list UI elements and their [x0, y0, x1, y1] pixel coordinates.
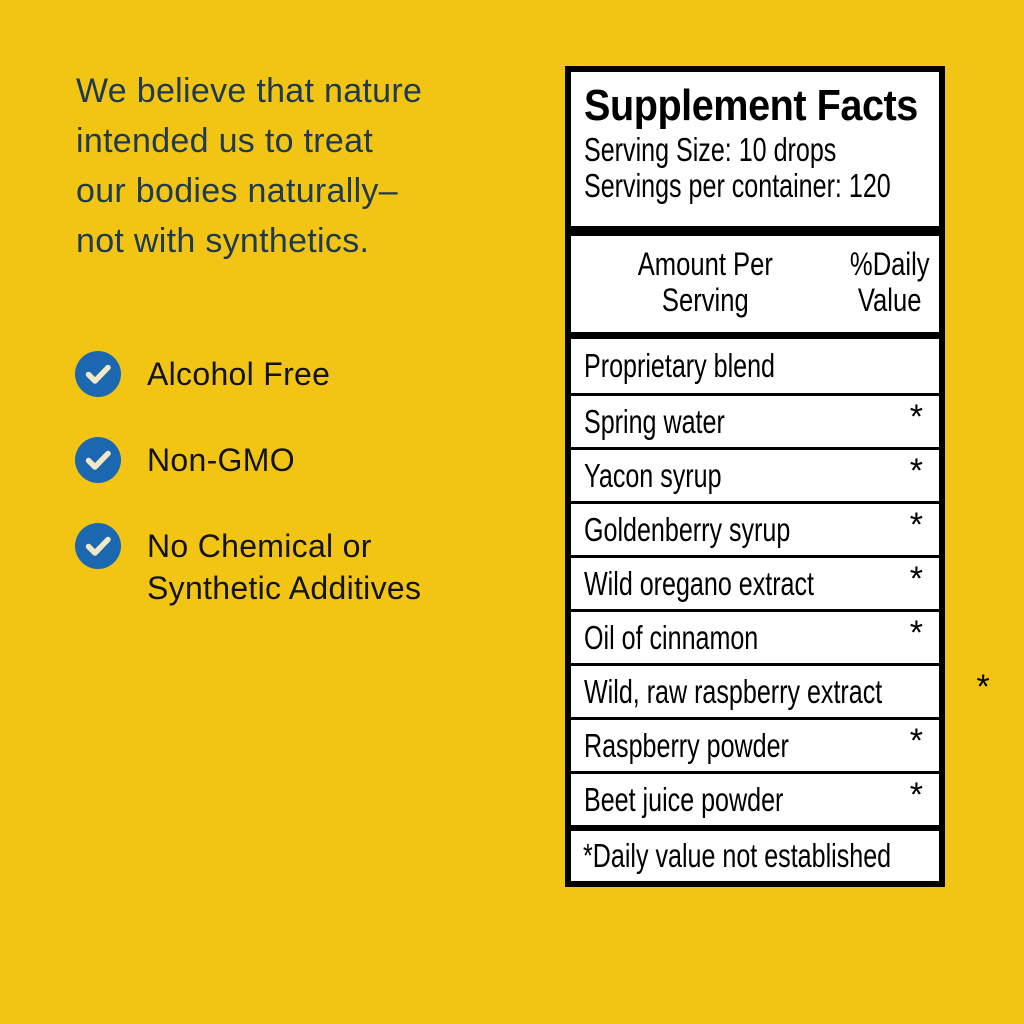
feature-label-line: Non-GMO — [147, 442, 295, 478]
feature-label — [147, 523, 421, 609]
supplement-facts-title-text: Supplement Facts — [584, 81, 918, 130]
feature-item-no-chemicals — [75, 523, 421, 609]
feature-list — [75, 351, 421, 649]
supplement-facts-panel — [565, 66, 990, 887]
daily-value-header: %Daily Value — [849, 246, 930, 318]
check-circle-icon — [75, 523, 121, 569]
amount-per-serving-header: Amount Per Serving — [637, 246, 773, 318]
table-row: Goldenberry syrup * — [571, 501, 939, 555]
feature-label — [147, 351, 330, 395]
table-row: Raspberry powder * — [571, 717, 939, 771]
check-circle-icon — [75, 437, 121, 483]
check-circle-icon — [75, 351, 121, 397]
feature-item-non-gmo — [75, 437, 421, 483]
feature-label — [147, 437, 295, 481]
supplement-facts-header — [571, 72, 939, 226]
feature-label-line: No Chemical or — [147, 528, 372, 564]
intro-line-1: We believe that nature — [76, 72, 423, 110]
table-row: Wild oregano extract * — [571, 555, 939, 609]
table-row: Wild, raw raspberry extract * — [571, 663, 939, 717]
table-row: Beet juice powder * — [571, 771, 939, 825]
feature-label-line: Synthetic Additives — [147, 570, 422, 606]
daily-value-footnote: *Daily value not established — [583, 837, 892, 874]
intro-line-3: our bodies naturally– — [76, 172, 398, 210]
feature-item-alcohol-free — [75, 351, 421, 397]
column-headers — [571, 236, 939, 332]
ingredient-table — [571, 339, 990, 825]
table-row: Yacon syrup * — [571, 447, 939, 501]
supplement-facts-title — [584, 80, 929, 132]
intro-paragraph — [76, 66, 422, 266]
table-row: Proprietary blend — [584, 347, 775, 384]
table-row: Spring water * — [571, 393, 939, 447]
feature-label-line: Alcohol Free — [147, 356, 331, 392]
servings-per-container: Servings per container: 120 — [584, 167, 891, 204]
intro-line-4: not with synthetics. — [76, 222, 370, 260]
serving-size: Serving Size: 10 drops — [584, 131, 837, 168]
section-divider — [571, 332, 939, 339]
intro-line-2: intended us to treat — [76, 122, 374, 160]
section-divider — [571, 226, 939, 236]
table-row: Oil of cinnamon * — [571, 609, 939, 663]
